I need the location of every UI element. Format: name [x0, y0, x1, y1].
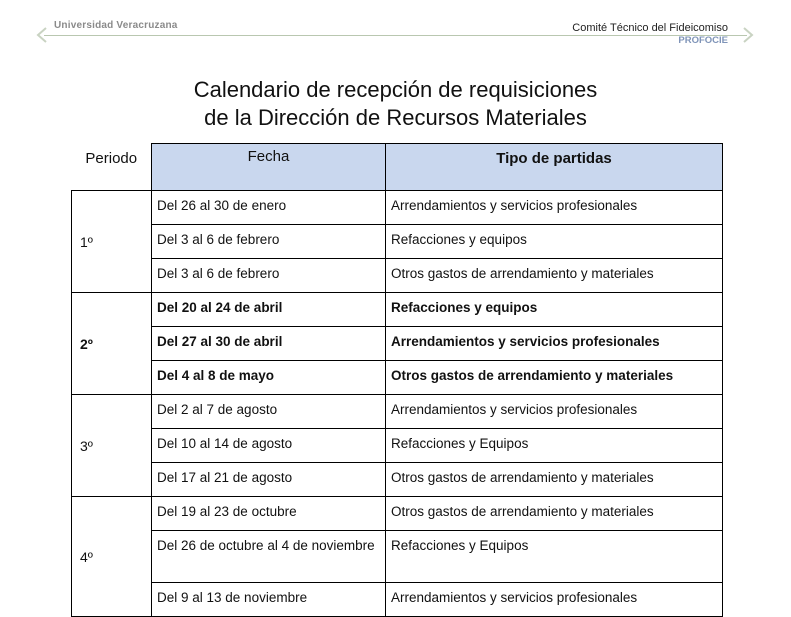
- table-row: [72, 361, 723, 395]
- tipo-cell: Refacciones y equipos: [386, 293, 723, 327]
- fecha-cell: Del 10 al 14 de agosto: [152, 429, 386, 463]
- tipo-cell: Refacciones y equipos: [386, 225, 723, 259]
- fecha-cell: Del 26 al 30 de enero: [152, 191, 386, 225]
- fecha-cell: Del 19 al 23 de octubre: [152, 497, 386, 531]
- tipo-cell: Otros gastos de arrendamiento y materiales: [386, 259, 723, 293]
- period-label: 3º: [72, 395, 152, 497]
- fecha-cell: Del 26 de octubre al 4 de noviembre: [152, 531, 386, 583]
- table-row: [72, 293, 723, 327]
- fecha-cell: Del 27 al 30 de abril: [152, 327, 386, 361]
- table-row: [72, 395, 723, 429]
- university-logo: Universidad Veracruzana: [54, 20, 178, 31]
- header-periodo: Periodo: [72, 144, 152, 191]
- table-row: [72, 327, 723, 361]
- table-row: [72, 531, 723, 583]
- page-title: [0, 76, 791, 132]
- tipo-cell: Arrendamientos y servicios profesionales: [386, 191, 723, 225]
- fecha-cell: Del 3 al 6 de febrero: [152, 259, 386, 293]
- header-tipo: Tipo de partidas: [386, 144, 723, 191]
- period-label: 4º: [72, 497, 152, 617]
- table-row: [72, 497, 723, 531]
- program-name: PROFOCIE: [678, 35, 728, 46]
- header-divider: [44, 35, 747, 36]
- table-row: [72, 259, 723, 293]
- tipo-cell: Arrendamientos y servicios profesionales: [386, 395, 723, 429]
- table-header-row: [72, 144, 723, 191]
- tipo-cell: Otros gastos de arrendamiento y materiales: [386, 497, 723, 531]
- table-row: [72, 463, 723, 497]
- period-label: 1º: [72, 191, 152, 293]
- tipo-cell: Otros gastos de arrendamiento y materiales: [386, 463, 723, 497]
- tipo-cell: Otros gastos de arrendamiento y materiales: [386, 361, 723, 395]
- table-row: [72, 191, 723, 225]
- fecha-cell: Del 9 al 13 de noviembre: [152, 583, 386, 617]
- tipo-cell: Refacciones y Equipos: [386, 531, 723, 583]
- fecha-cell: Del 3 al 6 de febrero: [152, 225, 386, 259]
- chevron-right-icon: [740, 26, 756, 44]
- fecha-cell: Del 20 al 24 de abril: [152, 293, 386, 327]
- fecha-cell: Del 2 al 7 de agosto: [152, 395, 386, 429]
- header-fecha: Fecha: [152, 144, 386, 191]
- table-row: [72, 225, 723, 259]
- table-row: [72, 583, 723, 617]
- title-line-1: Calendario de recepción de requisiciones: [193, 77, 598, 102]
- calendar-table: [71, 143, 723, 617]
- tipo-cell: Arrendamientos y servicios profesionales: [386, 583, 723, 617]
- fecha-cell: Del 4 al 8 de mayo: [152, 361, 386, 395]
- tipo-cell: Refacciones y Equipos: [386, 429, 723, 463]
- period-label: 2º: [72, 293, 152, 395]
- committee-name: Comité Técnico del Fideicomiso: [572, 22, 728, 34]
- tipo-cell: Arrendamientos y servicios profesionales: [386, 327, 723, 361]
- title-line-2: de la Dirección de Recursos Materiales: [204, 105, 587, 130]
- table-row: [72, 429, 723, 463]
- fecha-cell: Del 17 al 21 de agosto: [152, 463, 386, 497]
